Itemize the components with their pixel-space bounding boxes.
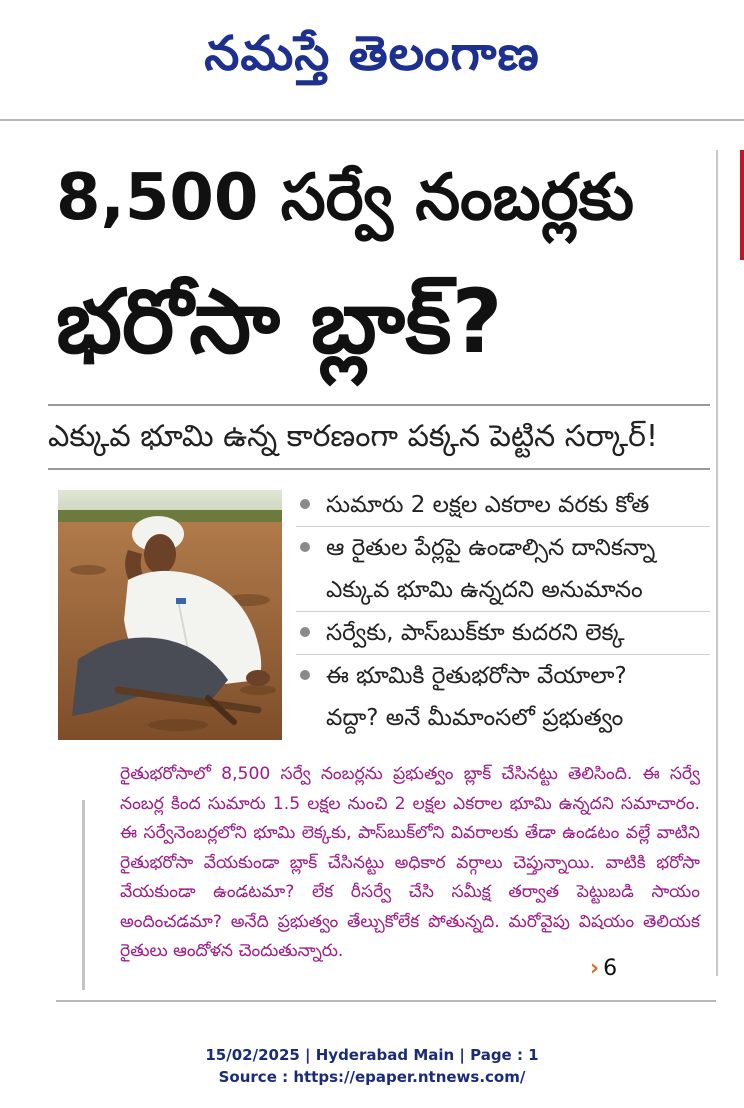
masthead [0,0,744,118]
continued-page-number: 6 [603,956,618,981]
article-body [120,760,700,980]
farmer-photo [58,490,282,740]
highlight-text: ఈ భూమికి రైతుభరోసా వేయాలా? వద్దా? అనే మీమాంసలో ప్రభుత్వం [326,663,627,731]
headline-line-2: భరోసా బ్లాక్? [56,270,503,373]
article-bottom-divider [56,1000,716,1002]
highlight-item [296,612,710,655]
adjacent-article-edge [740,150,744,260]
highlight-item [296,527,710,612]
highlight-text: ఆ రైతుల పేర్లపై ఉండాల్సిన దానికన్నా ఎక్కువ భూమి ఉన్నదని అనుమానం [326,535,656,603]
chevron-right-icon: › [590,956,600,981]
article-body-text: రైతుభరోసాలో 8,500 సర్వే నంబర్లను ప్రభుత్వం బ్లాక్ చేసినట్టు తెలిసింది. ఈ సర్వే నంబర్ల కింద సుమారు 1.5 లక్షల నుంచి 2 లక్షల ఎకరాల భూమి ఉన్నదని సమాచారం. ఈ సర్వేనెంబర్లలోని భూమి లెక్కకు, పాస్‌బుక్‌లోని వివరాలకు తేడా ఉండటం వల్లే వాటిని రైతుభరోసా వేయకుండా బ్లాక్ చేసినట్టు అధికార వర్గాలు చెప్తున్నాయి. వాటికి భరోసా వేయకుండా ఉండటమా? లేక రీసర్వే చేసి సమీక్ష తర్వాత పెట్టుబడి సాయం అందించడమా? అనేది ప్రభుత్వం తేల్చుకోలేక పోతున్నది. మరోవైపు విషయం తెలియక రైతులు ఆందోళన చెందుతున్నారు. [120,764,700,961]
bullet-icon [300,670,310,680]
subheadline: ఎక్కువ భూమి ఉన్న కారణంగా పక్కన పెట్టిన సర్కార్! [48,404,710,470]
headline-line-1: 8,500 సర్వే నంబర్లకు [56,161,635,235]
column-divider [716,150,718,976]
bullet-icon [300,627,310,637]
masthead-divider [0,119,744,121]
highlight-item [296,655,710,739]
highlight-item [296,484,710,527]
edition-info: 15/02/2025 | Hyderabad Main | Page : 1 [205,1046,539,1064]
highlights-list [296,484,710,739]
page-footer [0,1044,744,1088]
continued-on-page[interactable] [590,956,617,981]
body-side-rule [82,800,85,990]
highlight-text: సర్వేకు, పాస్‌బుక్‌కూ కుదరని లెక్క [326,620,625,646]
bullet-icon [300,499,310,509]
newspaper-logo: నమస్తే తెలంగాణ [204,25,540,81]
farmer-photo-image [58,490,282,740]
source-link[interactable]: Source : https://epaper.ntnews.com/ [218,1068,526,1086]
highlight-text: సుమారు 2 లక్షల ఎకరాల వరకు కోత [326,492,650,518]
bullet-icon [300,542,310,552]
